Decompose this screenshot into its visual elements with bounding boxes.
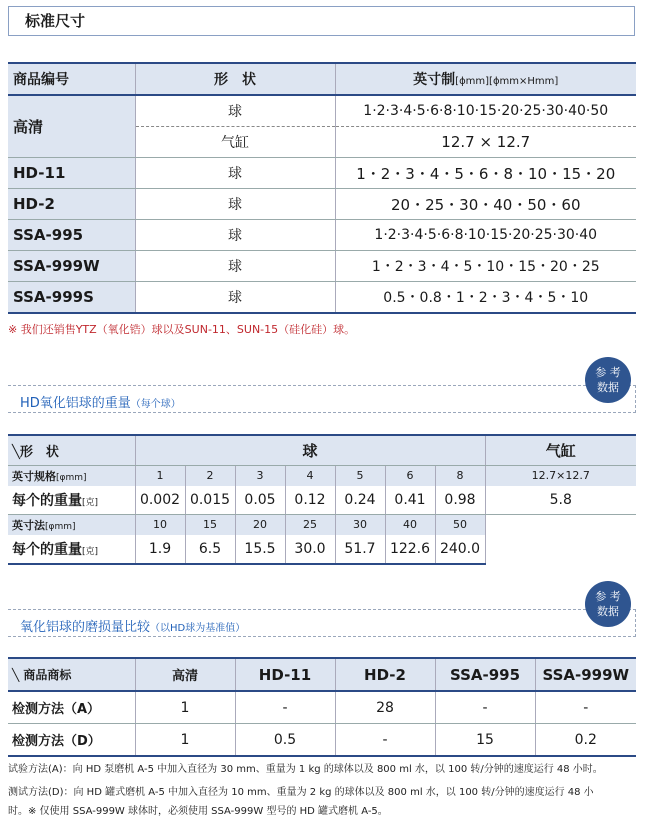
empty-cell bbox=[485, 514, 636, 535]
section-title-standard-sizes: 标准尺寸 bbox=[8, 6, 635, 36]
row-shape: 球 bbox=[135, 158, 335, 189]
row-shape: 球 bbox=[135, 282, 335, 314]
weight-cell: 0.24 bbox=[335, 486, 385, 515]
weight-cell: 0.12 bbox=[285, 486, 335, 515]
weight-table bbox=[8, 434, 636, 565]
row-label-weight bbox=[8, 535, 135, 564]
empty-cell bbox=[485, 535, 636, 564]
weight-cell: 122.6 bbox=[385, 535, 435, 564]
header-brand-label: 商品商标 bbox=[23, 668, 72, 682]
weight-cell: 0.98 bbox=[435, 486, 485, 515]
section-header-wear bbox=[8, 609, 636, 637]
reference-data-badge bbox=[585, 581, 631, 627]
size-cell: 3 bbox=[235, 465, 285, 486]
row-label-unit: [φmm] bbox=[45, 521, 76, 532]
wear-comparison-table bbox=[8, 657, 636, 757]
badge-line2: 数据 bbox=[597, 381, 619, 394]
row-shape: 球 bbox=[135, 189, 335, 220]
wear-cell: - bbox=[435, 691, 535, 724]
wear-cell: 1 bbox=[135, 724, 235, 757]
weight-cell: 240.0 bbox=[435, 535, 485, 564]
brand-header: SSA-995 bbox=[435, 658, 535, 691]
row-code: HD-11 bbox=[8, 158, 135, 189]
size-cell: 20 bbox=[235, 514, 285, 535]
size-cell: 25 bbox=[285, 514, 335, 535]
weight-cell: 0.002 bbox=[135, 486, 185, 515]
row-label-unit: [克] bbox=[82, 497, 99, 508]
note-other-balls: ※ 我们还销售YTZ（氧化锆）球以及SUN-11、SUN-15（硅化硅）球。 bbox=[8, 323, 356, 336]
header-ball: 球 bbox=[135, 435, 485, 465]
row-label-inch-size bbox=[8, 465, 135, 486]
row-label-text: 每个的重量 bbox=[12, 541, 82, 558]
wear-cell: - bbox=[235, 691, 335, 724]
row-label-text: 每个的重量 bbox=[12, 492, 82, 509]
brand-header: HD-11 bbox=[235, 658, 335, 691]
weight-cell: 6.5 bbox=[185, 535, 235, 564]
badge-line1: 参 考 bbox=[595, 590, 621, 603]
header-size-label: 英寸制 bbox=[413, 72, 456, 88]
section-title-wear-main: 氧化铝球的磨损量比较 bbox=[20, 620, 151, 635]
reference-data-badge bbox=[585, 357, 631, 403]
wear-cell: 28 bbox=[335, 691, 435, 724]
weight-cell-cylinder: 5.8 bbox=[485, 486, 636, 515]
size-cell: 40 bbox=[385, 514, 435, 535]
method-label: 检测方法（A） bbox=[8, 691, 135, 724]
weight-cell: 0.015 bbox=[185, 486, 235, 515]
size-cell: 5 bbox=[335, 465, 385, 486]
row-code: SSA-999S bbox=[8, 282, 135, 314]
standard-sizes-table bbox=[8, 62, 636, 314]
section-title-wear-small: （以HD球为基准值） bbox=[150, 623, 246, 634]
row-label-text: 英寸法 bbox=[12, 518, 45, 532]
row-sizes: 0.5・0.8・1・2・3・4・5・10 bbox=[335, 282, 636, 314]
row-sizes: 1・2・3・4・5・6・8・10・15・20 bbox=[335, 158, 636, 189]
weight-cell: 30.0 bbox=[285, 535, 335, 564]
badge-line1: 参 考 bbox=[595, 366, 621, 379]
wear-cell: 15 bbox=[435, 724, 535, 757]
section-title-weight-small: （每个球） bbox=[130, 399, 181, 410]
row-sizes: 12.7 × 12.7 bbox=[335, 127, 636, 158]
size-cell: 1 bbox=[135, 465, 185, 486]
size-cell: 50 bbox=[435, 514, 485, 535]
header-shape: 形 状 bbox=[135, 63, 335, 95]
badge-line2: 数据 bbox=[597, 605, 619, 618]
size-cell: 8 bbox=[435, 465, 485, 486]
weight-cell: 0.05 bbox=[235, 486, 285, 515]
row-sizes: 1·2·3·4·5·6·8·10·15·20·25·30·40·50 bbox=[335, 95, 636, 127]
wear-cell: 0.5 bbox=[235, 724, 335, 757]
row-sizes: 1·2·3·4·5·6·8·10·15·20·25·30·40 bbox=[335, 220, 636, 251]
header-brand-cell bbox=[8, 658, 135, 691]
size-cell-cylinder: 12.7×12.7 bbox=[485, 465, 636, 486]
header-size-unit: [ϕmm][ϕmm×Hmm] bbox=[455, 76, 559, 87]
section-title-weight-main: HD氧化铝球的重量 bbox=[20, 396, 131, 411]
row-label-inch-method bbox=[8, 514, 135, 535]
wear-cell: - bbox=[535, 691, 636, 724]
header-shape-cell bbox=[8, 435, 135, 465]
row-code: HD-2 bbox=[8, 189, 135, 220]
section-title-weight bbox=[20, 392, 181, 411]
row-shape: 球 bbox=[135, 251, 335, 282]
weight-cell: 1.9 bbox=[135, 535, 185, 564]
row-code: 高清 bbox=[8, 95, 135, 158]
diagonal-mark: ╲ bbox=[12, 668, 24, 682]
footnote-method-a: 试验方法(A)：向 HD 泵磨机 A-5 中加入直径为 30 mm、重量为 1 kg 的球体以及 800 ml 水，以 100 转/分钟的速度运行 48 小时。 bbox=[8, 764, 603, 775]
row-label-weight bbox=[8, 486, 135, 515]
row-label-unit: [克] bbox=[82, 546, 99, 557]
brand-header: HD-2 bbox=[335, 658, 435, 691]
row-sizes: 1・2・3・4・5・10・15・20・25 bbox=[335, 251, 636, 282]
weight-cell: 51.7 bbox=[335, 535, 385, 564]
wear-cell: 0.2 bbox=[535, 724, 636, 757]
row-shape: 球 bbox=[135, 95, 335, 127]
method-label: 检测方法（D） bbox=[8, 724, 135, 757]
header-shape-label: 形 状 bbox=[19, 444, 59, 460]
diagonal-mark: ╲ bbox=[12, 444, 20, 460]
header-code: 商品编号 bbox=[8, 63, 135, 95]
weight-cell: 15.5 bbox=[235, 535, 285, 564]
section-title-wear bbox=[20, 616, 245, 635]
row-code: SSA-995 bbox=[8, 220, 135, 251]
row-sizes: 20・25・30・40・50・60 bbox=[335, 189, 636, 220]
wear-cell: - bbox=[335, 724, 435, 757]
row-shape: 气缸 bbox=[135, 127, 335, 158]
size-cell: 10 bbox=[135, 514, 185, 535]
size-cell: 6 bbox=[385, 465, 435, 486]
size-cell: 4 bbox=[285, 465, 335, 486]
weight-cell: 0.41 bbox=[385, 486, 435, 515]
section-header-weight bbox=[8, 385, 636, 413]
row-label-text: 英寸规格 bbox=[12, 469, 56, 483]
header-cylinder: 气缸 bbox=[485, 435, 636, 465]
row-code: SSA-999W bbox=[8, 251, 135, 282]
footnote-method-d: 测试方法(D)：向 HD 罐式磨机 A-5 中加入直径为 10 mm、重量为 2 kg 的球体以及 800 ml 水，以 100 转/分钟的速度运行 48 小 bbox=[8, 787, 594, 798]
row-shape: 球 bbox=[135, 220, 335, 251]
wear-cell: 1 bbox=[135, 691, 235, 724]
size-cell: 2 bbox=[185, 465, 235, 486]
brand-header: 高清 bbox=[135, 658, 235, 691]
brand-header: SSA-999W bbox=[535, 658, 636, 691]
row-label-unit: [φmm] bbox=[56, 472, 87, 483]
header-size bbox=[335, 63, 636, 95]
size-cell: 15 bbox=[185, 514, 235, 535]
size-cell: 30 bbox=[335, 514, 385, 535]
footnote-method-d-cont: 时。※ 仅使用 SSA-999W 球体时，必须使用 SSA-999W 型号的 HD 罐式磨机 A-5。 bbox=[8, 806, 388, 817]
